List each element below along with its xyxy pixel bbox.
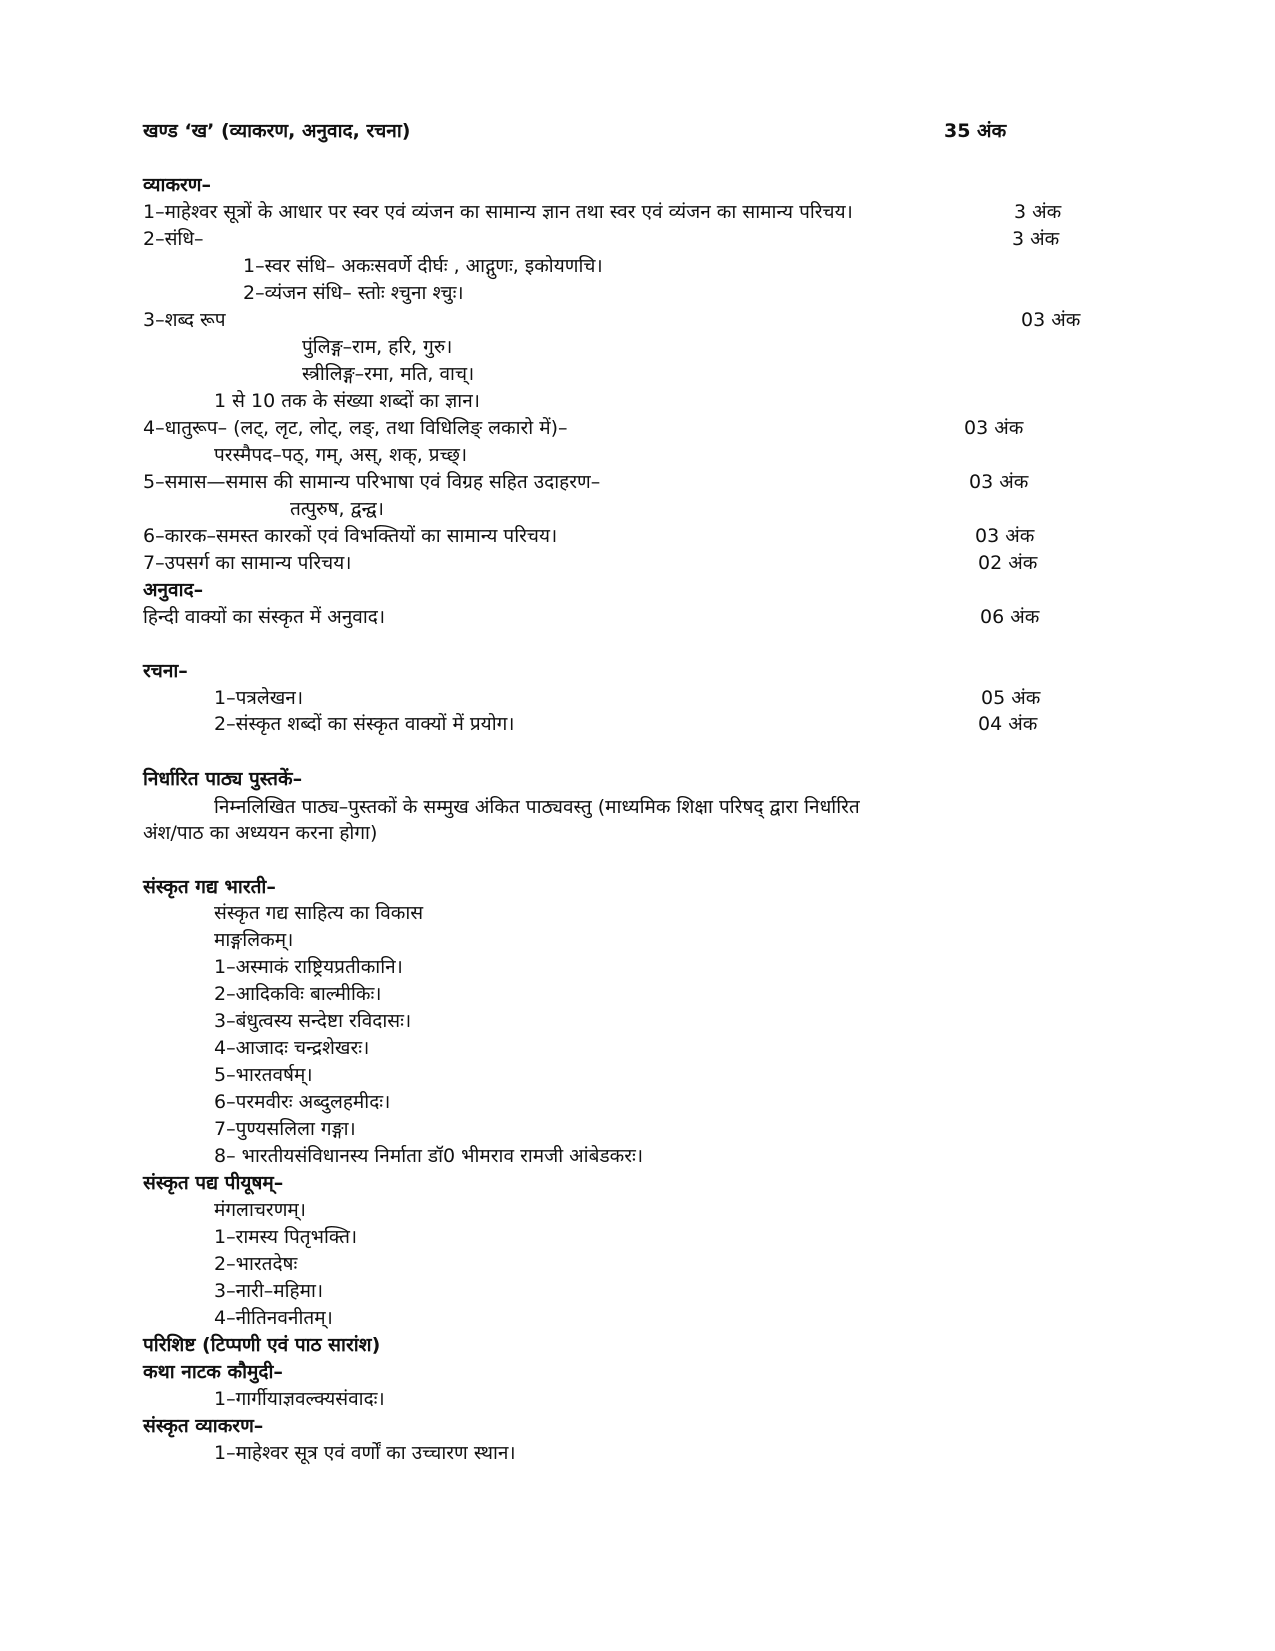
padya-heading: संस्कृत पद्य पीयूषम्– bbox=[143, 1172, 284, 1194]
vyakaran-heading: संस्कृत व्याकरण– bbox=[143, 1415, 264, 1437]
grammar-line-2a: 1–स्वर संधि– अकःसवर्णे दीर्घः , आद्गुणः, इकोयणचि। bbox=[243, 255, 603, 277]
padya-item: मंगलाचरणम्। bbox=[214, 1199, 306, 1221]
gadya-item: 2–आदिकविः बाल्मीकिः। bbox=[214, 983, 382, 1005]
gadya-item: संस्कृत गद्य साहित्य का विकास bbox=[214, 902, 424, 924]
section-marks: 35 अंक bbox=[944, 120, 1007, 142]
composition-line-2: 2–संस्कृत शब्दों का संस्कृत वाक्यों में प्रयोग। bbox=[214, 713, 515, 735]
textbooks-paragraph-line-1: निम्नलिखित पाठ्य–पुस्तकों के सम्मुख अंकित पाठ्यवस्तु (माध्यमिक शिक्षा परिषद् द्वारा निर्धारित bbox=[214, 796, 860, 818]
grammar-line-3: 3–शब्द रूप bbox=[143, 309, 226, 331]
vyakaran-line-1: 1–माहेश्वर सूत्र एवं वर्णों का उच्चारण स्थान। bbox=[214, 1442, 516, 1464]
grammar-line-4: 4–धातुरूप– (लट्, लृट, लोट्, लङ्, तथा विधिलिङ् लकारो में)– bbox=[143, 417, 568, 439]
gadya-heading: संस्कृत गद्य भारती– bbox=[143, 876, 276, 898]
gadya-item: 4–आजादः चन्द्रशेखरः। bbox=[214, 1037, 370, 1059]
section-title: खण्ड ‘ख’ (व्याकरण, अनुवाद, रचना) bbox=[143, 120, 411, 142]
grammar-line-7-marks: 02 अंक bbox=[978, 552, 1038, 574]
gadya-item: 3–बंधुत्वस्य सन्देष्टा रविदासः। bbox=[214, 1010, 412, 1032]
grammar-line-2b: 2–व्यंजन संधि– स्तोः श्चुना श्चुः। bbox=[243, 282, 464, 304]
grammar-line-7: 7–उपसर्ग का सामान्य परिचय। bbox=[143, 552, 352, 574]
textbooks-heading: निर्धारित पाठ्य पुस्तकें– bbox=[143, 768, 303, 790]
grammar-line-3a: पुंलिङ्ग–राम, हरि, गुरु। bbox=[302, 336, 453, 358]
gadya-item: 1–अस्माकं राष्ट्रियप्रतीकानि। bbox=[214, 956, 403, 978]
grammar-line-3b: स्त्रीलिङ्ग–रमा, मति, वाच्। bbox=[302, 363, 475, 385]
grammar-line-5: 5–समास—समास की सामान्य परिभाषा एवं विग्रह सहित उदाहरण– bbox=[143, 471, 601, 493]
composition-line-1: 1–पत्रलेखन। bbox=[214, 687, 304, 709]
gadya-item: 8– भारतीयसंविधानस्य निर्माता डॉ0 भीमराव रामजी आंबेडकरः। bbox=[214, 1145, 644, 1167]
grammar-line-6: 6–कारक–समस्त कारकों एवं विभक्तियों का सामान्य परिचय। bbox=[143, 525, 558, 547]
grammar-line-2-marks: 3 अंक bbox=[1012, 228, 1060, 250]
grammar-line-1: 1–माहेश्वर सूत्रों के आधार पर स्वर एवं व्यंजन का सामान्य ज्ञान तथा स्वर एवं व्यंजन का सामान्य परिचय। bbox=[143, 201, 853, 223]
gadya-item: माङ्गलिकम्। bbox=[214, 929, 294, 951]
gadya-item: 7–पुण्यसलिला गङ्गा। bbox=[214, 1118, 356, 1140]
appendix-heading: परिशिष्ट (टिप्पणी एवं पाठ सारांश) bbox=[143, 1334, 381, 1356]
padya-item: 4–नीतिनवनीतम्। bbox=[214, 1307, 333, 1329]
grammar-line-3c: 1 से 10 तक के संख्या शब्दों का ज्ञान। bbox=[214, 390, 480, 412]
gadya-item: 5–भारतवर्षम्। bbox=[214, 1064, 313, 1086]
composition-heading: रचना– bbox=[143, 660, 188, 682]
katha-heading: कथा नाटक कौमुदी– bbox=[143, 1361, 283, 1383]
composition-line-2-marks: 04 अंक bbox=[978, 713, 1038, 735]
grammar-heading: व्याकरण– bbox=[143, 174, 212, 196]
grammar-line-5-marks: 03 अंक bbox=[969, 471, 1029, 493]
grammar-line-1-marks: 3 अंक bbox=[1014, 201, 1062, 223]
composition-line-1-marks: 05 अंक bbox=[981, 687, 1041, 709]
padya-item: 1–रामस्य पितृभक्ति। bbox=[214, 1226, 358, 1248]
padya-item: 2–भारतदेषः bbox=[214, 1253, 298, 1275]
translation-line-1-marks: 06 अंक bbox=[980, 606, 1040, 628]
grammar-line-6-marks: 03 अंक bbox=[975, 525, 1035, 547]
padya-item: 3–नारी–महिमा। bbox=[214, 1280, 324, 1302]
grammar-line-5a: तत्पुरुष, द्वन्द्व। bbox=[290, 498, 384, 520]
grammar-line-4a: परस्मैपद–पठ्, गम्, अस्, शक्, प्रच्छ्। bbox=[214, 444, 468, 466]
grammar-line-4-marks: 03 अंक bbox=[964, 417, 1024, 439]
translation-line-1: हिन्दी वाक्यों का संस्कृत में अनुवाद। bbox=[143, 606, 386, 628]
gadya-item: 6–परमवीरः अब्दुलहमीदः। bbox=[214, 1091, 391, 1113]
grammar-line-2: 2–संधि– bbox=[143, 228, 204, 250]
katha-line-1: 1–गार्गीयाज्ञवल्क्यसंवादः। bbox=[214, 1388, 385, 1410]
grammar-line-3-marks: 03 अंक bbox=[1021, 309, 1081, 331]
translation-heading: अनुवाद– bbox=[143, 579, 204, 601]
textbooks-paragraph-line-2: अंश/पाठ का अध्ययन करना होगा) bbox=[143, 822, 378, 844]
